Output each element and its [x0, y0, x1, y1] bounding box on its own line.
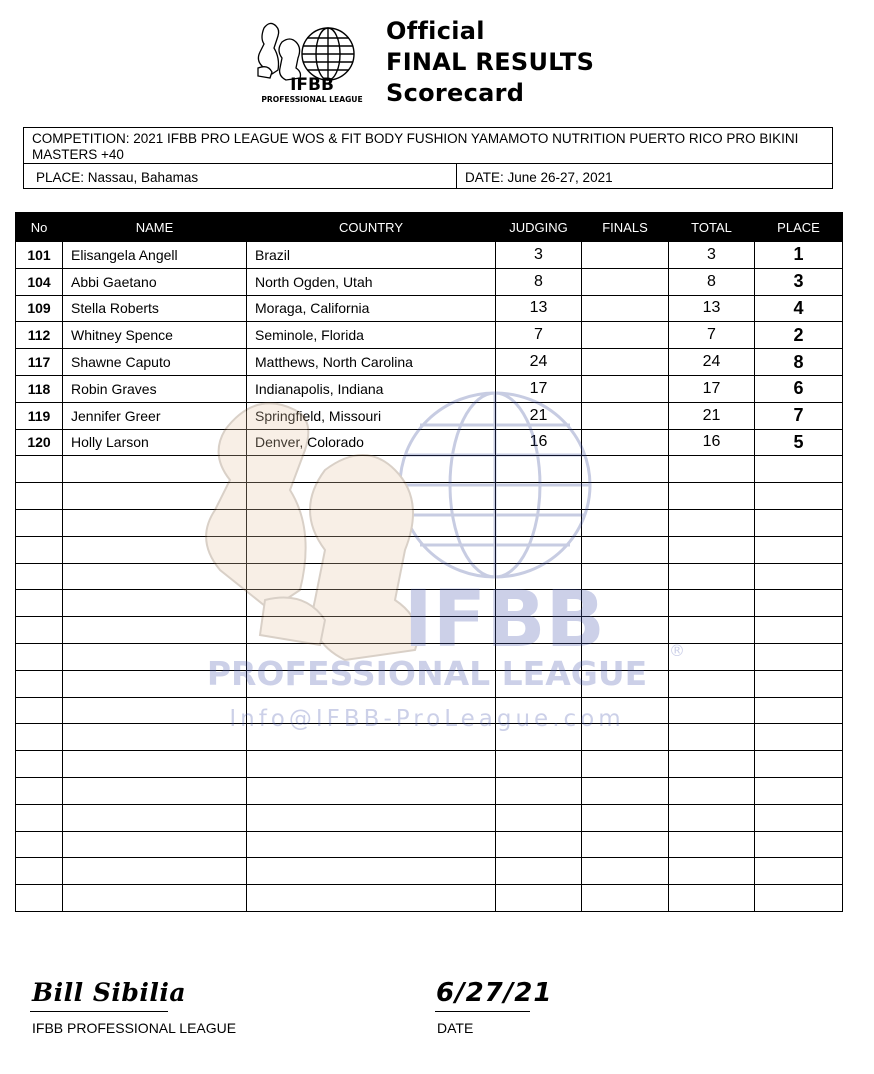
- empty-table-row: [16, 617, 843, 644]
- cell-name: Jennifer Greer: [63, 402, 247, 429]
- empty-cell-place: [755, 724, 843, 751]
- empty-cell-country: [247, 858, 496, 885]
- results-body: [16, 242, 843, 912]
- empty-cell-judging: [496, 590, 582, 617]
- empty-cell-finals: [582, 751, 669, 778]
- empty-cell-place: [755, 777, 843, 804]
- cell-country: Moraga, California: [247, 295, 496, 322]
- cell-name: Abbi Gaetano: [63, 268, 247, 295]
- empty-table-row: [16, 777, 843, 804]
- cell-name: Stella Roberts: [63, 295, 247, 322]
- table-row: [16, 268, 843, 295]
- ifbb-logo: [250, 18, 374, 106]
- empty-cell-finals: [582, 697, 669, 724]
- empty-cell-total: [669, 483, 755, 510]
- logo-text: IFBB: [290, 75, 334, 95]
- empty-cell-finals: [582, 536, 669, 563]
- cell-total: 17: [669, 375, 755, 402]
- empty-cell-no: [16, 697, 63, 724]
- empty-cell-name: [63, 563, 247, 590]
- date-label: DATE: [437, 1020, 474, 1036]
- cell-finals: [582, 268, 669, 295]
- empty-table-row: [16, 697, 843, 724]
- cell-finals: [582, 349, 669, 376]
- cell-name: Holly Larson: [63, 429, 247, 456]
- empty-cell-judging: [496, 804, 582, 831]
- empty-cell-judging: [496, 697, 582, 724]
- competition-place: PLACE: Nassau, Bahamas: [36, 170, 199, 185]
- empty-cell-country: [247, 617, 496, 644]
- empty-cell-place: [755, 643, 843, 670]
- empty-table-row: [16, 804, 843, 831]
- handwritten-date: 6/27/21: [436, 978, 553, 1008]
- empty-cell-place: [755, 670, 843, 697]
- empty-cell-no: [16, 670, 63, 697]
- empty-cell-country: [247, 885, 496, 912]
- empty-cell-country: [247, 697, 496, 724]
- cell-no: 119: [16, 402, 63, 429]
- cell-judging: 3: [496, 242, 582, 269]
- empty-cell-finals: [582, 804, 669, 831]
- empty-cell-total: [669, 858, 755, 885]
- empty-cell-name: [63, 590, 247, 617]
- cell-finals: [582, 375, 669, 402]
- cell-judging: 17: [496, 375, 582, 402]
- empty-table-row: [16, 751, 843, 778]
- empty-table-row: [16, 563, 843, 590]
- empty-cell-place: [755, 590, 843, 617]
- cell-no: 118: [16, 375, 63, 402]
- empty-cell-total: [669, 509, 755, 536]
- empty-cell-country: [247, 590, 496, 617]
- cell-name: Shawne Caputo: [63, 349, 247, 376]
- empty-cell-finals: [582, 670, 669, 697]
- empty-cell-no: [16, 804, 63, 831]
- empty-cell-country: [247, 724, 496, 751]
- cell-total: 8: [669, 268, 755, 295]
- empty-cell-name: [63, 456, 247, 483]
- empty-cell-total: [669, 777, 755, 804]
- empty-cell-name: [63, 509, 247, 536]
- empty-table-row: [16, 483, 843, 510]
- cell-no: 109: [16, 295, 63, 322]
- empty-cell-judging: [496, 751, 582, 778]
- empty-cell-no: [16, 724, 63, 751]
- empty-cell-judging: [496, 670, 582, 697]
- cell-judging: 24: [496, 349, 582, 376]
- empty-cell-country: [247, 563, 496, 590]
- empty-cell-place: [755, 804, 843, 831]
- empty-cell-judging: [496, 509, 582, 536]
- empty-cell-place: [755, 483, 843, 510]
- cell-judging: 8: [496, 268, 582, 295]
- empty-cell-judging: [496, 483, 582, 510]
- empty-cell-name: [63, 643, 247, 670]
- table-row: [16, 295, 843, 322]
- header-total: TOTAL: [669, 213, 755, 242]
- empty-cell-country: [247, 536, 496, 563]
- empty-cell-country: [247, 483, 496, 510]
- empty-cell-name: [63, 777, 247, 804]
- empty-cell-place: [755, 858, 843, 885]
- empty-cell-country: [247, 643, 496, 670]
- cell-place: 5: [755, 429, 843, 456]
- empty-cell-judging: [496, 563, 582, 590]
- empty-table-row: [16, 858, 843, 885]
- cell-country: Springfield, Missouri: [247, 402, 496, 429]
- cell-judging: 13: [496, 295, 582, 322]
- empty-cell-finals: [582, 509, 669, 536]
- empty-cell-finals: [582, 643, 669, 670]
- empty-table-row: [16, 536, 843, 563]
- empty-cell-total: [669, 804, 755, 831]
- table-row: [16, 242, 843, 269]
- empty-cell-no: [16, 777, 63, 804]
- cell-place: 6: [755, 375, 843, 402]
- empty-cell-total: [669, 536, 755, 563]
- empty-cell-finals: [582, 617, 669, 644]
- cell-judging: 7: [496, 322, 582, 349]
- header-name: NAME: [63, 213, 247, 242]
- empty-cell-judging: [496, 858, 582, 885]
- empty-cell-place: [755, 885, 843, 912]
- cell-country: Brazil: [247, 242, 496, 269]
- empty-cell-name: [63, 858, 247, 885]
- empty-cell-no: [16, 456, 63, 483]
- empty-cell-place: [755, 509, 843, 536]
- empty-cell-no: [16, 483, 63, 510]
- empty-cell-total: [669, 670, 755, 697]
- cell-finals: [582, 322, 669, 349]
- empty-cell-country: [247, 509, 496, 536]
- empty-cell-name: [63, 751, 247, 778]
- empty-cell-name: [63, 724, 247, 751]
- empty-cell-total: [669, 456, 755, 483]
- date-line: [435, 1011, 530, 1012]
- empty-table-row: [16, 590, 843, 617]
- cell-total: 13: [669, 295, 755, 322]
- cell-total: 7: [669, 322, 755, 349]
- empty-cell-total: [669, 751, 755, 778]
- empty-cell-total: [669, 643, 755, 670]
- header-place: PLACE: [755, 213, 843, 242]
- empty-cell-no: [16, 643, 63, 670]
- logo-subtext: PROFESSIONAL LEAGUE: [261, 95, 363, 104]
- empty-cell-place: [755, 456, 843, 483]
- cell-name: Robin Graves: [63, 375, 247, 402]
- empty-cell-no: [16, 858, 63, 885]
- empty-cell-total: [669, 724, 755, 751]
- empty-cell-no: [16, 751, 63, 778]
- empty-cell-name: [63, 885, 247, 912]
- cell-finals: [582, 295, 669, 322]
- signature-label: IFBB PROFESSIONAL LEAGUE: [32, 1020, 237, 1036]
- empty-cell-name: [63, 804, 247, 831]
- empty-table-row: [16, 643, 843, 670]
- cell-total: 3: [669, 242, 755, 269]
- empty-cell-country: [247, 456, 496, 483]
- empty-cell-country: [247, 777, 496, 804]
- empty-cell-judging: [496, 456, 582, 483]
- signature-line: [30, 1011, 168, 1012]
- empty-cell-name: [63, 536, 247, 563]
- official-signature: Bill Sibilia: [32, 978, 187, 1007]
- info-divider: [24, 163, 832, 164]
- empty-cell-no: [16, 617, 63, 644]
- empty-table-row: [16, 509, 843, 536]
- empty-cell-no: [16, 536, 63, 563]
- cell-judging: 16: [496, 429, 582, 456]
- empty-cell-name: [63, 670, 247, 697]
- competition-info-box: [23, 127, 833, 189]
- empty-cell-place: [755, 697, 843, 724]
- cell-place: 2: [755, 322, 843, 349]
- empty-cell-finals: [582, 885, 669, 912]
- cell-country: Seminole, Florida: [247, 322, 496, 349]
- empty-cell-total: [669, 590, 755, 617]
- table-header-row: [16, 213, 843, 242]
- empty-cell-finals: [582, 724, 669, 751]
- empty-cell-no: [16, 590, 63, 617]
- scorecard-heading: [386, 16, 594, 109]
- header-finals: FINALS: [582, 213, 669, 242]
- empty-cell-finals: [582, 777, 669, 804]
- empty-table-row: [16, 885, 843, 912]
- heading-line-official: Official: [386, 17, 485, 45]
- empty-cell-finals: [582, 456, 669, 483]
- empty-cell-judging: [496, 777, 582, 804]
- empty-cell-name: [63, 697, 247, 724]
- watermark-logo-text: IFBB: [403, 575, 605, 665]
- cell-name: Elisangela Angell: [63, 242, 247, 269]
- empty-cell-finals: [582, 858, 669, 885]
- table-row: [16, 322, 843, 349]
- empty-cell-judging: [496, 831, 582, 858]
- info-column-divider: [456, 163, 457, 188]
- empty-cell-place: [755, 563, 843, 590]
- competition-date: DATE: June 26-27, 2021: [465, 170, 613, 185]
- empty-cell-finals: [582, 483, 669, 510]
- cell-no: 104: [16, 268, 63, 295]
- empty-table-row: [16, 724, 843, 751]
- cell-total: 24: [669, 349, 755, 376]
- empty-cell-no: [16, 831, 63, 858]
- empty-cell-total: [669, 885, 755, 912]
- empty-cell-no: [16, 885, 63, 912]
- cell-judging: 21: [496, 402, 582, 429]
- empty-cell-place: [755, 617, 843, 644]
- table-row: [16, 375, 843, 402]
- empty-cell-place: [755, 751, 843, 778]
- empty-cell-judging: [496, 617, 582, 644]
- header-judging: JUDGING: [496, 213, 582, 242]
- header-no: No: [16, 213, 63, 242]
- cell-total: 16: [669, 429, 755, 456]
- empty-cell-country: [247, 804, 496, 831]
- cell-finals: [582, 402, 669, 429]
- empty-cell-judging: [496, 536, 582, 563]
- empty-cell-finals: [582, 590, 669, 617]
- cell-finals: [582, 429, 669, 456]
- header-country: COUNTRY: [247, 213, 496, 242]
- empty-cell-judging: [496, 724, 582, 751]
- empty-cell-judging: [496, 643, 582, 670]
- cell-no: 101: [16, 242, 63, 269]
- empty-cell-judging: [496, 885, 582, 912]
- cell-place: 3: [755, 268, 843, 295]
- results-table: [15, 212, 843, 912]
- empty-cell-total: [669, 617, 755, 644]
- cell-place: 4: [755, 295, 843, 322]
- table-row: [16, 402, 843, 429]
- empty-cell-name: [63, 617, 247, 644]
- empty-table-row: [16, 456, 843, 483]
- cell-country: Denver, Colorado: [247, 429, 496, 456]
- empty-cell-finals: [582, 563, 669, 590]
- cell-country: North Ogden, Utah: [247, 268, 496, 295]
- empty-table-row: [16, 670, 843, 697]
- empty-cell-country: [247, 751, 496, 778]
- empty-cell-total: [669, 563, 755, 590]
- empty-table-row: [16, 831, 843, 858]
- empty-cell-name: [63, 483, 247, 510]
- cell-total: 21: [669, 402, 755, 429]
- empty-cell-total: [669, 697, 755, 724]
- empty-cell-no: [16, 563, 63, 590]
- cell-place: 8: [755, 349, 843, 376]
- cell-finals: [582, 242, 669, 269]
- heading-line-scorecard: Scorecard: [386, 79, 525, 107]
- competition-name: COMPETITION: 2021 IFBB PRO LEAGUE WOS & FIT BODY FUSHION YAMAMOTO NUTRITION PUERTO RICO PRO BIKINI MASTERS +40: [32, 131, 799, 162]
- empty-cell-place: [755, 536, 843, 563]
- cell-no: 112: [16, 322, 63, 349]
- empty-cell-no: [16, 509, 63, 536]
- watermark-email-text: Info@IFBB-ProLeague.com: [229, 706, 625, 732]
- watermark-registered-mark: ®: [669, 641, 685, 660]
- cell-no: 120: [16, 429, 63, 456]
- cell-no: 117: [16, 349, 63, 376]
- table-row: [16, 429, 843, 456]
- cell-country: Indianapolis, Indiana: [247, 375, 496, 402]
- empty-cell-country: [247, 831, 496, 858]
- watermark-league-text: PROFESSIONAL LEAGUE: [206, 654, 648, 693]
- empty-cell-total: [669, 831, 755, 858]
- empty-cell-place: [755, 831, 843, 858]
- cell-country: Matthews, North Carolina: [247, 349, 496, 376]
- cell-name: Whitney Spence: [63, 322, 247, 349]
- table-row: [16, 349, 843, 376]
- empty-cell-country: [247, 670, 496, 697]
- empty-cell-name: [63, 831, 247, 858]
- heading-line-final-results: FINAL RESULTS: [386, 48, 595, 76]
- cell-place: 1: [755, 242, 843, 269]
- cell-place: 7: [755, 402, 843, 429]
- empty-cell-finals: [582, 831, 669, 858]
